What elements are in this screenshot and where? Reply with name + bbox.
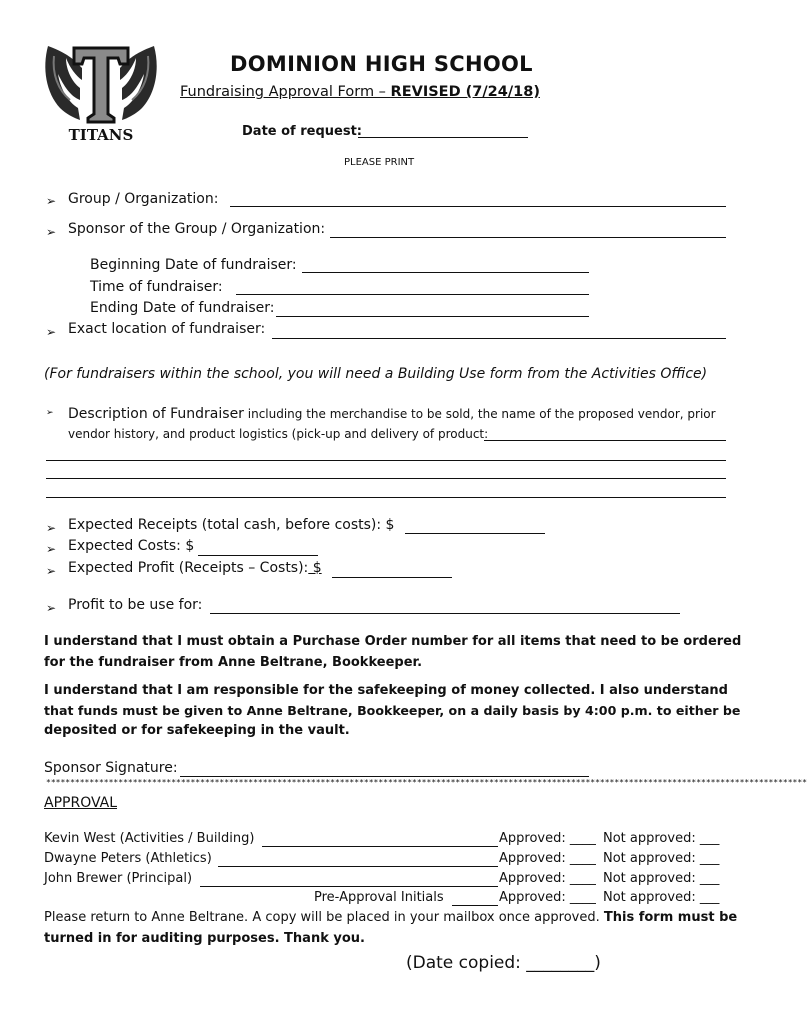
sponsor-label: Sponsor of the Group / Organization:	[68, 221, 326, 237]
group-label: Group / Organization:	[68, 191, 219, 207]
approver-name: John Brewer (Principal)	[44, 871, 193, 886]
not-approved-check[interactable]: Not approved: ___	[603, 831, 720, 846]
description-field-1[interactable]	[484, 440, 726, 441]
form-title-revised: REVISED (7/24/18)	[390, 84, 540, 100]
form-title	[180, 84, 540, 100]
location-field[interactable]	[272, 338, 726, 339]
titans-logo	[40, 38, 162, 146]
approver-signature-field[interactable]	[200, 886, 498, 887]
begin-date-label: Beginning Date of fundraiser:	[90, 257, 297, 273]
begin-date-field[interactable]	[302, 272, 589, 273]
bullet-arrow-icon: ➢	[46, 601, 57, 615]
date-of-request-field[interactable]	[358, 137, 528, 138]
approved-check[interactable]: Approved: ____	[499, 871, 596, 886]
costs-label: Expected Costs: $	[68, 538, 195, 554]
time-label: Time of fundraiser:	[90, 279, 223, 295]
sponsor-signature-label: Sponsor Signature:	[44, 760, 178, 776]
return-note-line-2: turned in for auditing purposes. Thank you.	[44, 931, 365, 946]
bullet-arrow-icon: ➢	[46, 194, 57, 208]
sponsor-signature-field[interactable]	[180, 776, 589, 777]
bullet-arrow-icon: ➢	[46, 521, 57, 535]
description-label: Description of Fundraiser	[68, 406, 244, 422]
approved-check[interactable]: Approved: ____	[499, 851, 596, 866]
purchase-order-line-2: for the fundraiser from Anne Beltrane, Bookkeeper.	[44, 655, 423, 670]
profit-label: Expected Profit (Receipts – Costs):	[68, 560, 309, 576]
pre-approved-check[interactable]: Approved: ____	[499, 890, 596, 905]
end-date-label: Ending Date of fundraiser:	[90, 300, 275, 316]
profit-use-field[interactable]	[210, 613, 680, 614]
description-row	[68, 403, 716, 422]
end-date-field[interactable]	[276, 316, 589, 317]
description-field-2[interactable]	[46, 460, 726, 461]
safekeeping-line-2: that funds must be given to Anne Beltrane, Bookkeeper, on a daily basis by 4:00 p.m. to either be	[44, 703, 741, 718]
bullet-arrow-icon: ➢	[46, 408, 54, 418]
bullet-arrow-icon: ➢	[46, 542, 57, 556]
approved-check[interactable]: Approved: ____	[499, 831, 596, 846]
profit-field[interactable]	[332, 577, 452, 578]
date-copied: (Date copied: ________)	[406, 953, 601, 973]
profit-dollar: $	[308, 560, 322, 576]
not-approved-check[interactable]: Not approved: ___	[603, 871, 720, 886]
description-detail-1: including the merchandise to be sold, the name of the proposed vendor, prior	[243, 407, 716, 421]
return-note-bold: This form must be	[603, 910, 738, 925]
safekeeping-line-1: I understand that I am responsible for the safekeeping of money collected. I also understand	[44, 683, 728, 698]
profit-use-label: Profit to be use for:	[68, 597, 203, 613]
receipts-field[interactable]	[405, 533, 545, 534]
star-divider: **************************************************************************************************************************************************************	[46, 778, 807, 787]
return-note-text: Please return to Anne Beltrane. A copy will be placed in your mailbox once approved.	[44, 910, 604, 925]
date-of-request-label: Date of request:	[242, 124, 362, 139]
bullet-arrow-icon: ➢	[46, 225, 57, 239]
description-field-3[interactable]	[46, 478, 726, 479]
sponsor-field[interactable]	[330, 237, 726, 238]
return-note-line-1	[44, 910, 737, 925]
approver-name: Dwayne Peters (Athletics)	[44, 851, 212, 866]
approver-signature-field[interactable]	[218, 866, 498, 867]
profit-row	[68, 560, 322, 576]
pre-approval-label: Pre-Approval Initials	[314, 890, 444, 905]
please-print: PLEASE PRINT	[344, 157, 415, 168]
receipts-label: Expected Receipts (total cash, before costs): $	[68, 517, 395, 533]
approver-signature-field[interactable]	[262, 846, 498, 847]
building-use-note: (For fundraisers within the school, you will need a Building Use form from the Activities Office)	[44, 366, 708, 382]
pre-approval-initials-field[interactable]	[452, 905, 498, 906]
logo-titans-text: TITANS	[68, 126, 134, 144]
school-name: DOMINION HIGH SCHOOL	[230, 52, 533, 76]
safekeeping-line-3: deposited or for safekeeping in the vault.	[44, 723, 350, 738]
location-label: Exact location of fundraiser:	[68, 321, 266, 337]
purchase-order-line-1: I understand that I must obtain a Purchase Order number for all items that need to be ordered	[44, 634, 742, 649]
description-field-4[interactable]	[46, 497, 726, 498]
time-field[interactable]	[236, 294, 589, 295]
approver-name: Kevin West (Activities / Building)	[44, 831, 255, 846]
bullet-arrow-icon: ➢	[46, 325, 57, 339]
description-detail-2: vendor history, and product logistics (pick-up and delivery of product:	[68, 427, 489, 441]
not-approved-check[interactable]: Not approved: ___	[603, 851, 720, 866]
bullet-arrow-icon: ➢	[46, 564, 57, 578]
group-field[interactable]	[230, 206, 726, 207]
costs-field[interactable]	[198, 555, 318, 556]
approval-heading: APPROVAL	[44, 795, 118, 811]
pre-not-approved-check[interactable]: Not approved: ___	[603, 890, 720, 905]
form-title-prefix: Fundraising Approval Form –	[180, 84, 391, 100]
